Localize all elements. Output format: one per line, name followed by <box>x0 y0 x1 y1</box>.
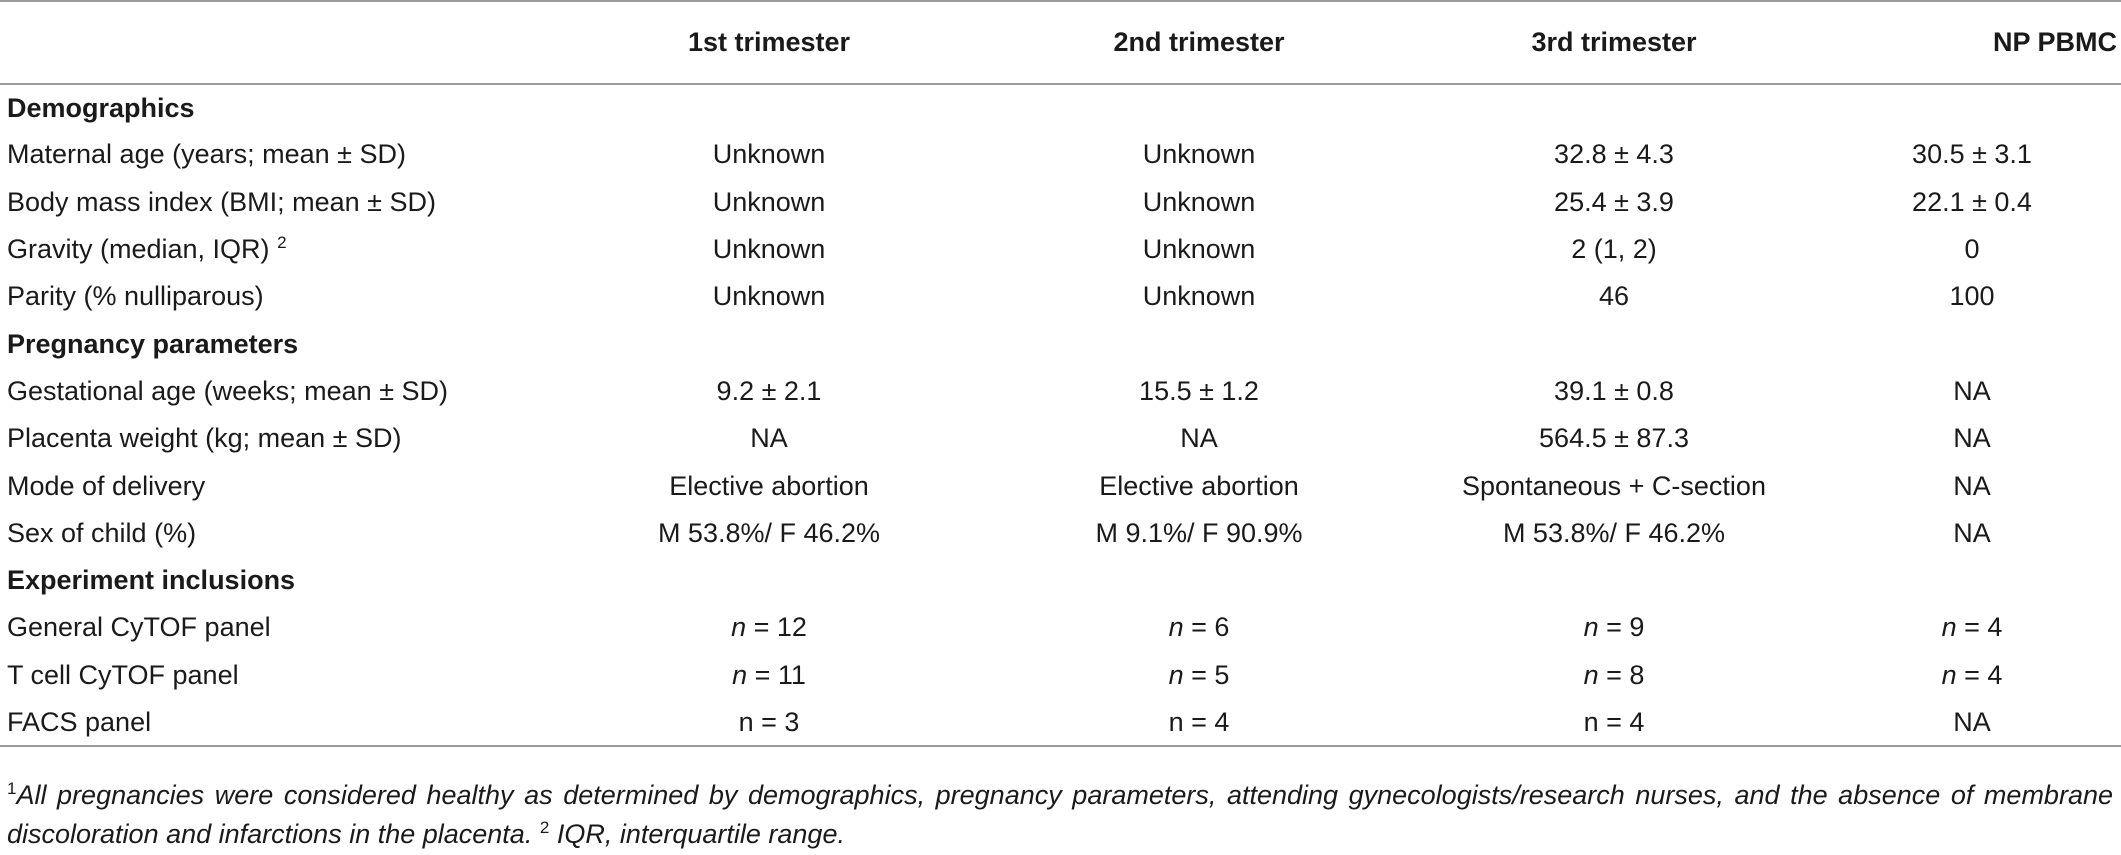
cell-n-symbol: n <box>731 612 747 643</box>
table-cell: 15.5 ± 1.2 <box>1139 375 1259 406</box>
table-cell: NA <box>1180 423 1218 454</box>
footnote-text-2: IQR, interquartile range. <box>556 819 845 849</box>
table-cell: Elective abortion <box>669 470 869 501</box>
footnote-marker-2: 2 <box>539 818 550 837</box>
cell-n-symbol: n <box>732 659 748 690</box>
table-cell: n = 3 <box>545 699 993 746</box>
cell-n-symbol: n <box>1168 659 1184 690</box>
cell-n-symbol: n <box>1168 612 1184 643</box>
table-cell: 25.4 ± 3.9 <box>1554 186 1674 217</box>
row-label <box>0 273 545 320</box>
table-cell <box>545 604 993 651</box>
section-row <box>0 320 2121 367</box>
table-body <box>0 84 2121 746</box>
table-cell: Unknown <box>712 139 826 170</box>
header-cell-np-pbmc: NP PBMC <box>1823 1 2121 84</box>
table-cell <box>1405 652 1823 699</box>
table-cell <box>993 604 1405 651</box>
row-label-text: Body mass index (BMI; mean ± SD) <box>7 186 436 217</box>
section-row <box>0 557 2121 604</box>
table-row <box>0 368 2121 415</box>
table-cell <box>1405 604 1823 651</box>
cell-value: = 11 <box>747 659 806 690</box>
row-label-text: General CyTOF panel <box>7 612 271 643</box>
table-row <box>0 415 2121 462</box>
section-title: Pregnancy parameters <box>7 328 299 359</box>
row-label <box>0 462 545 509</box>
header-cell-2nd-trimester: 2nd trimester <box>993 1 1405 84</box>
header-cell-1st-trimester: 1st trimester <box>545 1 993 84</box>
table-cell: 22.1 ± 0.4 <box>1912 186 2032 217</box>
row-label-text: FACS panel <box>7 706 152 737</box>
table-cell: M 9.1%/ F 90.9% <box>1095 517 1303 548</box>
table-cell: NA <box>1823 699 2121 746</box>
table-row <box>0 226 2121 273</box>
footnote-text-1: All pregnancies were considered healthy as determined by demographics, pregnancy parameters, attending gynecologists/research nurses, and the absence of membrane discoloration and infarctions in the placenta. <box>7 780 2113 849</box>
table-cell: NA <box>1953 470 1991 501</box>
cell-n-symbol: n <box>1941 612 1957 643</box>
row-label <box>0 368 545 415</box>
table-cell: Unknown <box>712 281 826 312</box>
cell-n-symbol: n <box>1941 659 1957 690</box>
table-cell: NA <box>1953 375 1991 406</box>
table-cell: Unknown <box>1142 139 1256 170</box>
row-label-text: Mode of delivery <box>7 470 206 501</box>
table-cell: NA <box>1953 423 1991 454</box>
cell-value: = 5 <box>1183 659 1230 690</box>
table-cell: 100 <box>1949 281 1995 312</box>
table-row <box>0 699 2121 746</box>
cell-n-symbol: n <box>1583 612 1599 643</box>
row-label <box>0 604 545 651</box>
table-row <box>0 131 2121 178</box>
header-cell-label <box>0 1 545 84</box>
cell-value: = 4 <box>1956 659 2003 690</box>
table-cell: Unknown <box>712 186 826 217</box>
table-cell: 32.8 ± 4.3 <box>1554 139 1674 170</box>
table-cell: Unknown <box>712 234 826 265</box>
table-cell: 9.2 ± 2.1 <box>716 375 822 406</box>
table-cell: Unknown <box>1142 186 1256 217</box>
header-row <box>0 1 2121 84</box>
row-label-text: Maternal age (years; mean ± SD) <box>7 139 406 170</box>
table-row <box>0 273 2121 320</box>
table-row <box>0 652 2121 699</box>
table-row <box>0 604 2121 651</box>
row-label <box>0 510 545 557</box>
table-cell: 0 <box>1964 234 1980 265</box>
table-cell: 2 (1, 2) <box>1571 234 1657 265</box>
row-label <box>0 415 545 462</box>
table-cell: NA <box>1953 517 1991 548</box>
table-cell: NA <box>750 423 788 454</box>
table-cell <box>1823 604 2121 651</box>
cell-value: = 6 <box>1183 612 1230 643</box>
table-cell: n = 4 <box>1405 699 1823 746</box>
row-label <box>0 226 545 273</box>
table-row <box>0 510 2121 557</box>
row-label <box>0 131 545 178</box>
row-label-text: Gravity (median, IQR) <box>7 234 270 265</box>
row-label-text: T cell CyTOF panel <box>7 659 239 690</box>
table-cell <box>993 652 1405 699</box>
section-title: Experiment inclusions <box>7 565 296 596</box>
header-cell-3rd-trimester: 3rd trimester <box>1405 1 1823 84</box>
cell-value: = 4 <box>1956 612 2003 643</box>
table-cell: Unknown <box>1142 281 1256 312</box>
table-cell: M 53.8%/ F 46.2% <box>657 517 881 548</box>
row-label <box>0 652 545 699</box>
table-cell: 30.5 ± 3.1 <box>1912 139 2032 170</box>
table-cell: n = 4 <box>993 699 1405 746</box>
table-cell <box>545 652 993 699</box>
table-cell: 39.1 ± 0.8 <box>1554 375 1674 406</box>
row-label-text: Gestational age (weeks; mean ± SD) <box>7 375 449 406</box>
table-cell: 46 <box>1598 281 1630 312</box>
row-label-text: Parity (% nulliparous) <box>7 281 264 312</box>
row-label-text: Placenta weight (kg; mean ± SD) <box>7 423 402 454</box>
cell-value: = 12 <box>746 612 807 643</box>
table-cell <box>1823 652 2121 699</box>
cell-value: = 9 <box>1598 612 1645 643</box>
cell-value: = 8 <box>1598 659 1645 690</box>
footnote-marker-1: 1 <box>7 779 17 798</box>
row-label <box>0 179 545 226</box>
table-cell: Spontaneous + C-section <box>1462 470 1766 501</box>
cell-n-symbol: n <box>1583 659 1599 690</box>
row-label-superscript: 2 <box>277 233 287 253</box>
table-row <box>0 462 2121 509</box>
section-title: Demographics <box>7 92 195 123</box>
row-label-text: Sex of child (%) <box>7 517 197 548</box>
table-cell: M 53.8%/ F 46.2% <box>1502 517 1726 548</box>
table-cell: Unknown <box>1142 234 1256 265</box>
table-cell: Elective abortion <box>1099 470 1299 501</box>
row-label <box>0 699 545 746</box>
table-row <box>0 179 2121 226</box>
table-cell: 564.5 ± 87.3 <box>1539 423 1689 454</box>
table-footnote <box>7 776 2113 854</box>
section-row <box>0 84 2121 131</box>
